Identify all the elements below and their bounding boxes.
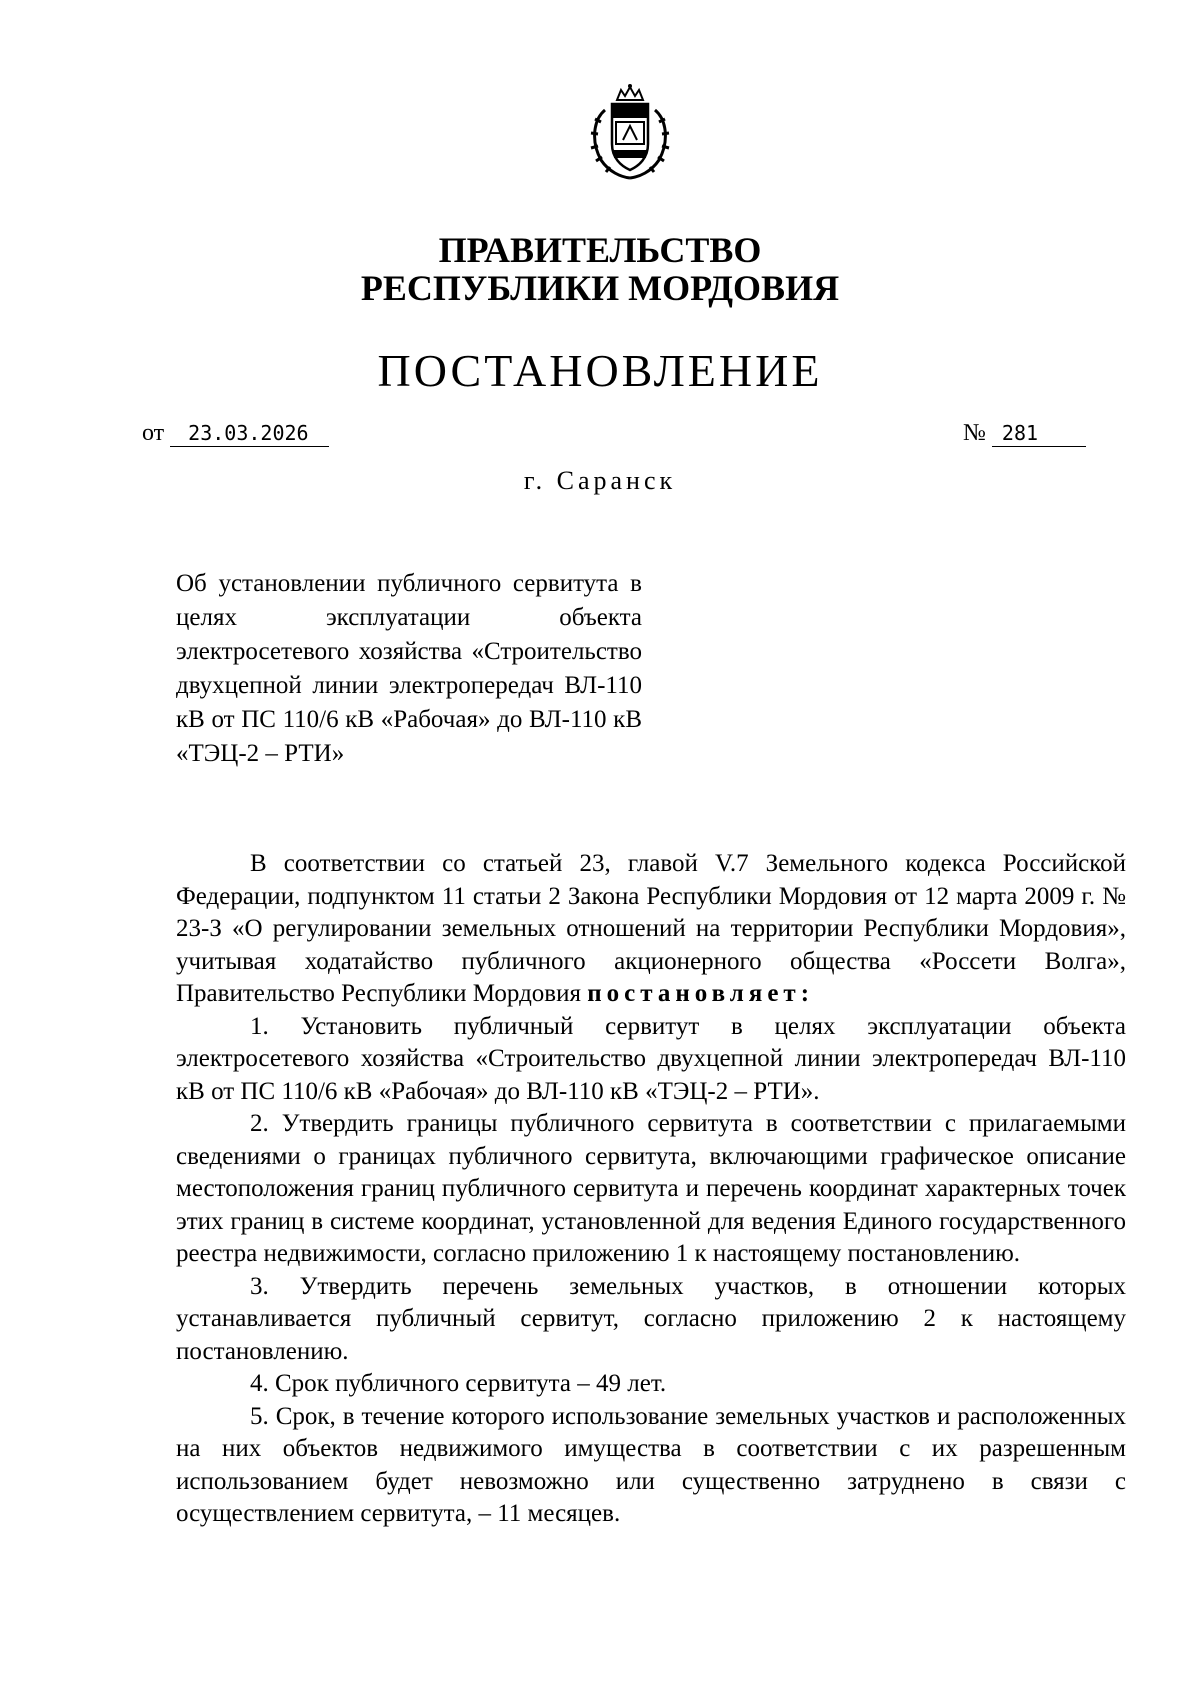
decree-word: постановляет: — [587, 980, 815, 1007]
document-body — [176, 848, 1126, 1531]
date-field — [142, 418, 329, 448]
document-type-title: ПОСТАНОВЛЕНИЕ — [377, 345, 823, 396]
number-value: 281 — [992, 421, 1086, 447]
clause-4: 4. Срок публичного сервитута – 49 лет. — [250, 1370, 667, 1397]
clause-1: 1. Установить публичный сервитут в целях эксплуатации объекта электросетевого хозяйства «Строительство двухцепной линии электропередач ВЛ-110 кВ от ПС 110/6 кВ «Рабочая» до ВЛ-110 кВ «ТЭЦ-2 – РТИ». — [176, 1012, 1126, 1105]
city-name: г. Саранск — [523, 466, 677, 495]
organization-name-line2: РЕСПУБЛИКИ МОРДОВИЯ — [360, 268, 840, 308]
coat-of-arms-emblem — [565, 82, 695, 182]
number-label: № — [963, 420, 986, 446]
preamble-paragraph — [176, 848, 1126, 1011]
number-field — [963, 418, 1086, 448]
date-label: от — [142, 420, 165, 446]
organization-name-line1: ПРАВИТЕЛЬСТВО — [438, 230, 762, 270]
document-subject: Об установлении публичного сервитута в целях эксплуатации объекта электросетевого хозяйства «Строительство двухцепной линии электропередач ВЛ-110 кВ от ПС 110/6 кВ «Рабочая» до ВЛ-110 кВ «ТЭЦ-2 – РТИ» — [176, 570, 642, 767]
clause-2: 2. Утвердить границы публичного сервитута в соответствии с прилагаемыми сведениями о границах публичного сервитута, включающими графическое описание местоположения границ публичного сервитута и перечень координат характерных точек этих границ в системе координат, установленной для ведения Единого государственного реестра недвижимости, согласно приложению 1 к настоящему постановлению. — [176, 1110, 1126, 1267]
date-value: 23.03.2026 — [170, 421, 328, 447]
preamble-text: В соответствии со статьей 23, главой V.7 Земельного кодекса Российской Федерации, подпунктом 11 статьи 2 Закона Республики Мордовия от 12 марта 2009 г. № 23-З «О регулировании земельных отношений на территории Республики Мордовия», учитывая ходатайство публичного акционерного общества «Россети Волга», Правительство Республики Мордовия — [176, 850, 1126, 1007]
clause-5: 5. Срок, в течение которого использование земельных участков и расположенных на них объектов недвижимого имущества в соответствии с их разрешенным использованием будет невозможно или существенно затруднено в связи с осуществлением сервитута, – 11 месяцев. — [176, 1402, 1126, 1527]
clause-3: 3. Утвердить перечень земельных участков, в отношении которых устанавливается публичный сервитут, согласно приложению 2 к настоящему постановлению. — [176, 1272, 1126, 1365]
